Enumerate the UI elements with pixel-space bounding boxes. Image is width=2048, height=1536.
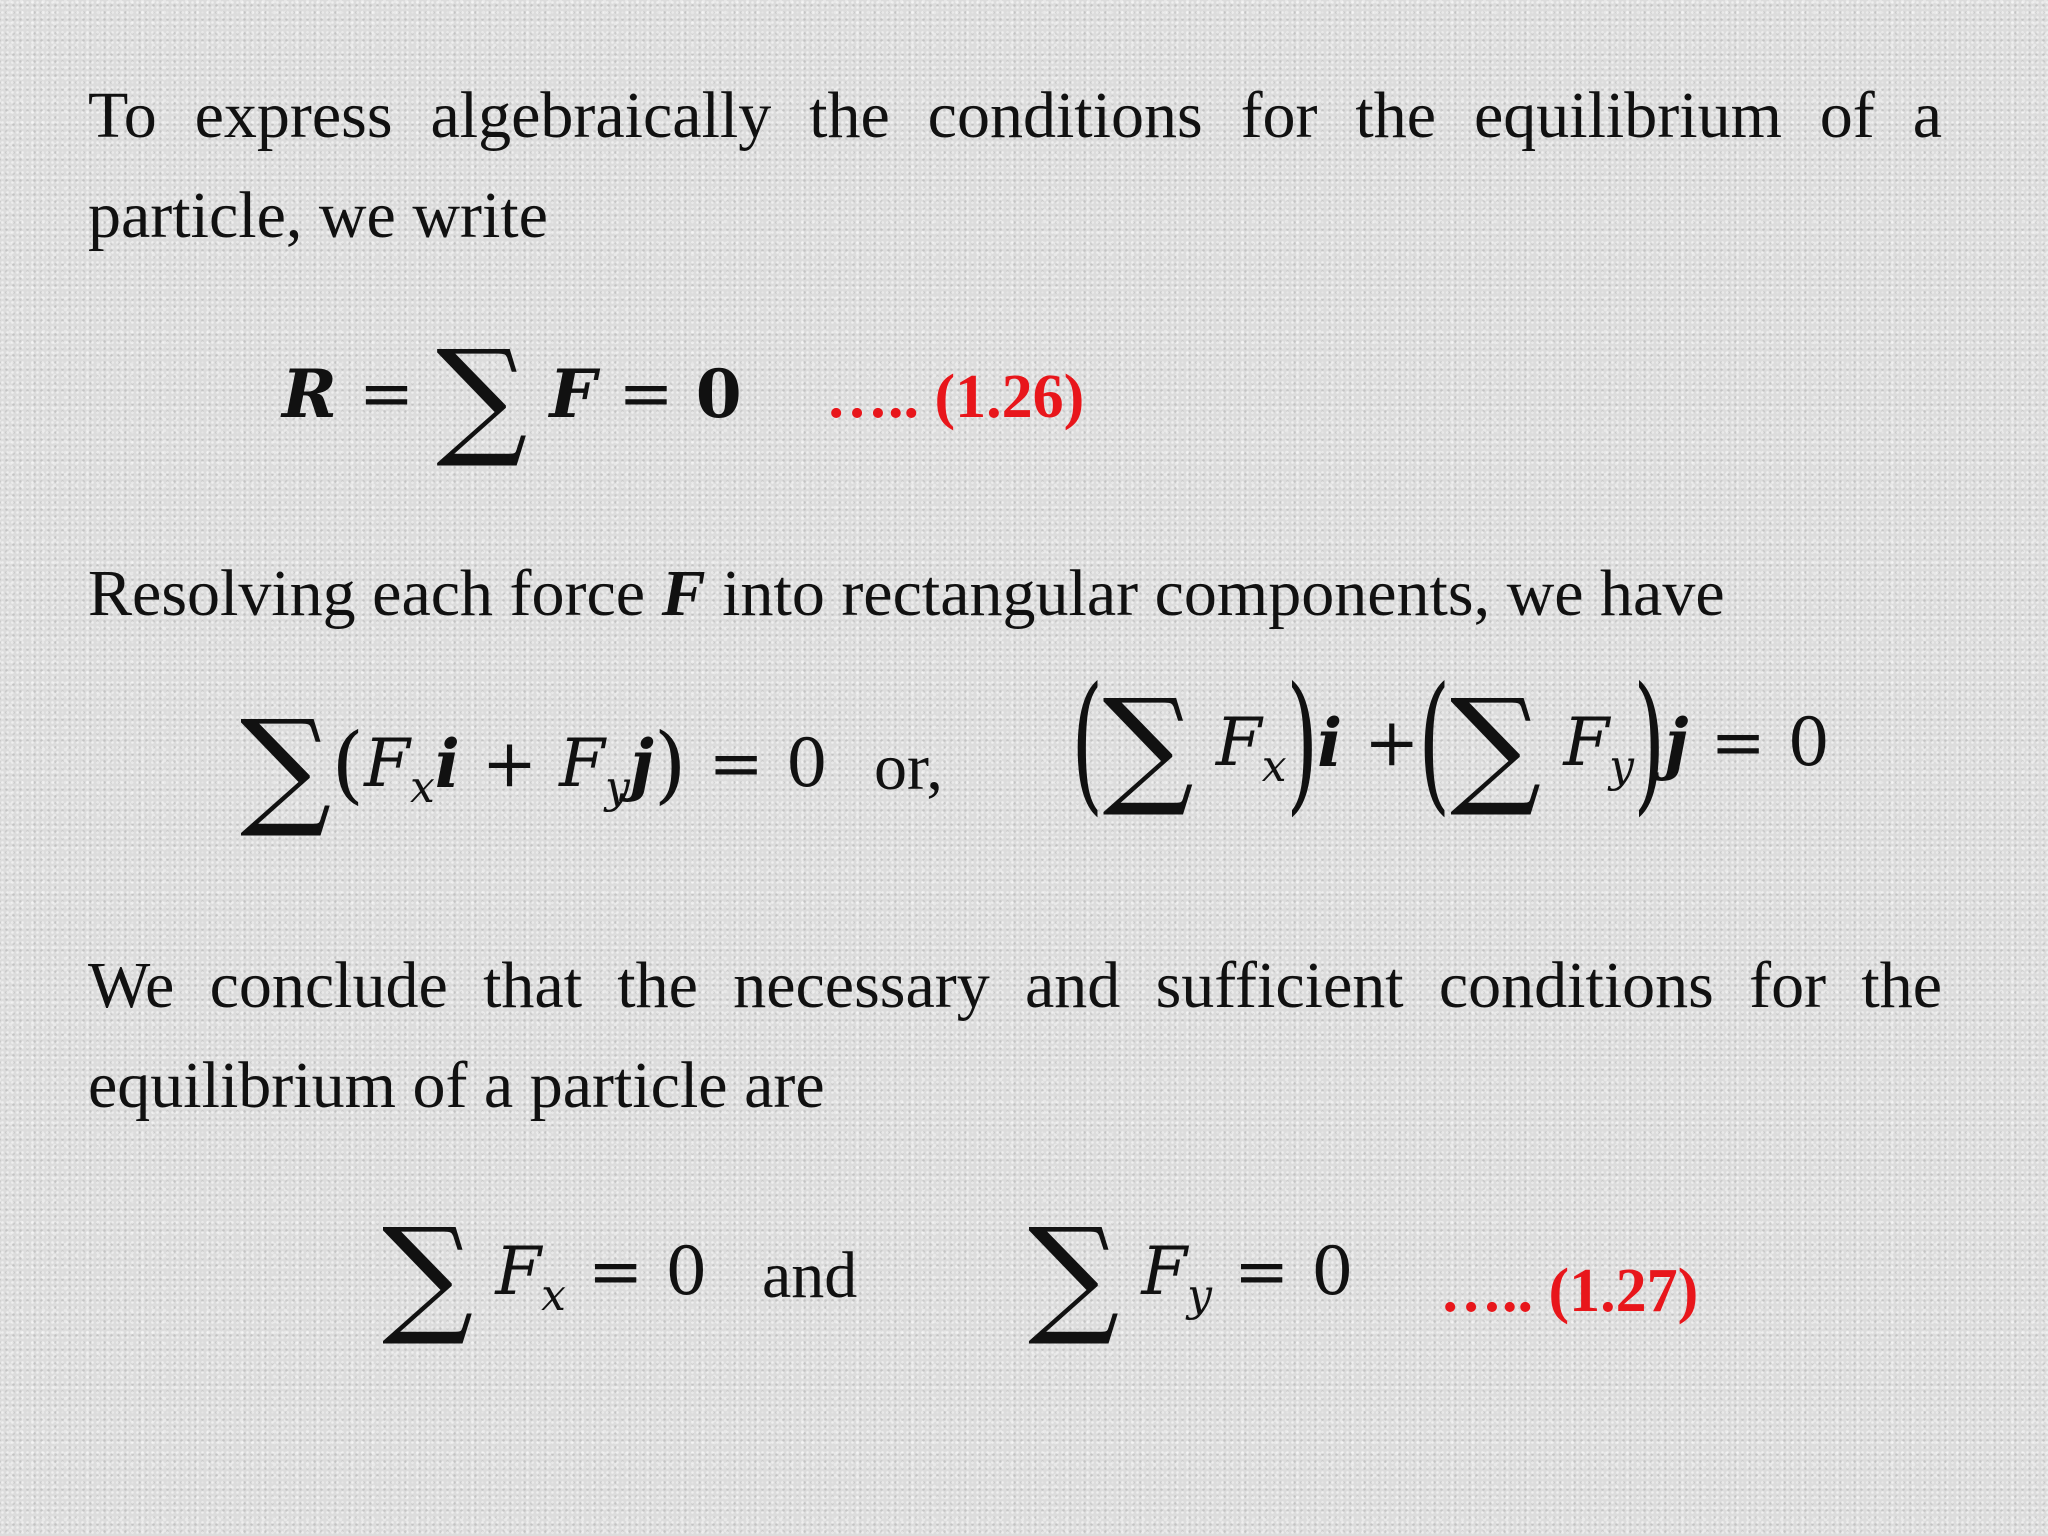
resolve-text-end: into rectangular components, we have: [705, 557, 1725, 630]
equals-sign: =: [1710, 704, 1766, 781]
summation-symbol: ∑: [436, 323, 528, 472]
summation-symbol: ∑: [1028, 1201, 1120, 1350]
right-paren: ): [1633, 656, 1666, 830]
force-symbol: F: [549, 355, 597, 433]
equals-sign: =: [358, 355, 415, 432]
grouped-component-equation: [1071, 656, 1830, 830]
equation-number-1-26: ….. (1.26): [826, 363, 1085, 431]
right-paren: ): [1285, 656, 1318, 830]
resolve-paragraph: [88, 544, 1942, 644]
zero-vector: 0: [695, 355, 742, 433]
fy-symbol: $F_y$: [1563, 704, 1635, 792]
left-paren: (: [331, 715, 365, 813]
sum-fx-equation: [382, 1201, 708, 1350]
force-symbol-inline: F: [661, 557, 706, 630]
summation-symbol: ∑: [1102, 672, 1194, 821]
unit-vector-j: j: [629, 725, 654, 803]
unit-vector-i: i: [434, 725, 460, 803]
summation-symbol: ∑: [1449, 672, 1542, 821]
fx-symbol: $F_x$: [495, 1233, 566, 1321]
summation-symbol: ∑: [240, 693, 332, 842]
fx-symbol: $F_x$: [364, 725, 435, 813]
or-connector: or,: [874, 731, 943, 804]
resultant-symbol: R: [282, 355, 337, 433]
equals-sign: =: [618, 355, 674, 432]
zero: 0: [665, 1233, 708, 1310]
fx-symbol: $F_x$: [1215, 704, 1287, 792]
intro-paragraph: To express algebraically the conditions for the equilibrium of a particle, we write: [88, 79, 1942, 252]
equals-sign: =: [588, 1233, 644, 1310]
zero: 0: [1311, 1233, 1354, 1310]
zero: 0: [1787, 704, 1830, 781]
resolve-text-start: Resolving each force: [88, 557, 662, 630]
equation-1-26: [282, 323, 742, 472]
right-paren: ): [653, 715, 687, 813]
unit-vector-j: j: [1664, 704, 1689, 782]
left-paren: (: [1418, 656, 1451, 830]
component-sum-equation: [240, 693, 828, 842]
unit-vector-i: i: [1317, 704, 1343, 782]
and-connector: and: [762, 1239, 858, 1312]
fy-symbol: $F_y$: [1141, 1233, 1213, 1321]
plus-sign: +: [481, 725, 538, 802]
equals-sign: =: [1234, 1233, 1290, 1310]
equals-sign: =: [708, 725, 764, 802]
conclusion-paragraph: We conclude that the necessary and sufficient conditions for the equilibrium of a particle are: [88, 949, 1942, 1122]
equation-number-1-27: ….. (1.27): [1440, 1257, 1699, 1325]
plus-sign: +: [1364, 704, 1420, 781]
sum-fy-equation: [1028, 1201, 1354, 1350]
summation-symbol: ∑: [382, 1201, 474, 1350]
fy-symbol: $F_y$: [559, 725, 630, 813]
zero: 0: [785, 725, 828, 802]
left-paren: (: [1071, 656, 1104, 830]
